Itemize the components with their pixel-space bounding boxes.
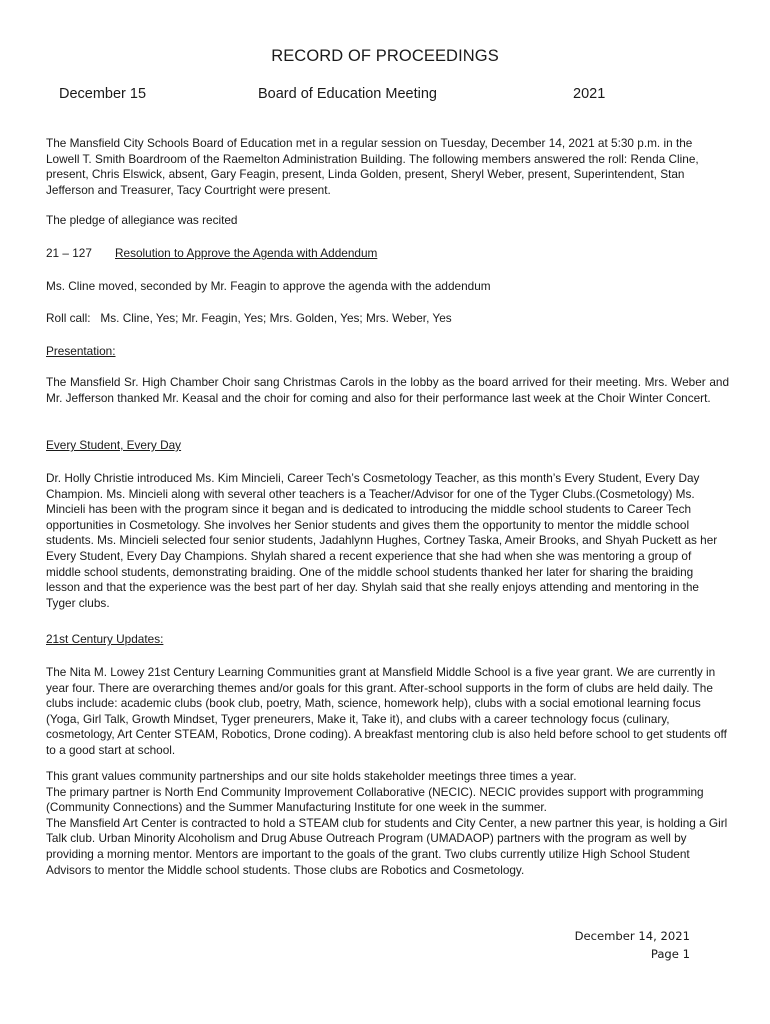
century-paragraph-2-line-3: The Mansfield Art Center is contracted to hold a STEAM club for students and City Center, a new partner this year, is holding a Girl Talk club. Urban Minority Alcoholism and Drug Abuse Outreach Program (UMADAOP) partners with the program as well by providing a morning mentor. Mentors are important to the goals of the grant. Two clubs currently utilize High School Student Advisors to mentor the Middle school students. Those clubs are Robotics and Cosmetology. [46,815,728,877]
century-paragraph-2 [46,769,729,878]
page-footer [575,927,690,963]
footer-date: December 14, 2021 [574,929,690,943]
motion-paragraph: Ms. Cline moved, seconded by Mr. Feagin to approve the agenda with the addendum [46,279,491,293]
presentation-paragraph: The Mansfield Sr. High Chamber Choir sang Christmas Carols in the lobby as the board arrived for their meeting. Mrs. Weber and Mr. Jefferson thanked Mr. Keasal and the choir for coming and also for their performance last week at the Choir Winter Concert. [46,375,729,405]
century-paragraph-2-line-1: This grant values community partnerships and our site holds stakeholder meetings three times a year. [46,769,577,783]
intro-paragraph: The Mansfield City Schools Board of Education met in a regular session on Tuesday, December 14, 2021 at 5:30 p.m. in the Lowell T. Smith Boardroom of the Raemelton Administration Building. The following members answered the roll: Renda Cline, present, Chris Elswick, absent, Gary Feagin, present, Linda Golden, present, Sheryl Weber, present, Superintendent, Stan Jefferson and Treasurer, Tacy Courtright were present. [46,136,699,197]
every-student-heading: Every Student, Every Day [46,438,182,452]
resolution-title: Resolution to Approve the Agenda with Addendum [115,246,378,260]
header-date: December 15 [59,86,147,102]
document-title: RECORD OF PROCEEDINGS [271,47,499,65]
header-year: 2021 [573,86,606,102]
meeting-header [0,86,770,106]
century-paragraph-2-line-2: The primary partner is North End Community Improvement Collaborative (NECIC). NECIC provides support with programming (Community Connections) and the Summer Manufacturing Institute for one week in the summer. [46,784,704,815]
resolution-line [46,246,729,262]
pledge-paragraph: The pledge of allegiance was recited [46,213,238,227]
century-paragraph-1: The Nita M. Lowey 21st Century Learning Communities grant at Mansfield Middle School is a five year grant. We are currently in year four. There are overarching themes and/or goals for this grant. After-school supports in the form of clubs are held daily. The clubs include: academic clubs (book club, poetry, Math, science, homework help), clubs with a social emotional learning focus (Yoga, Girl Talk, Growth Mindset, Tyger preneurers, Make it, Take it), and clubs with a career technology focus (culinary, cosmetology, Art Center STEAM, Robotics, Drone coding). A breakfast mentoring club is also held before school to get students off to a good start at school. [46,665,727,757]
roll-call-paragraph: Roll call: Ms. Cline, Yes; Mr. Feagin, Yes; Mrs. Golden, Yes; Mrs. Weber, Yes [46,311,452,325]
every-student-paragraph: Dr. Holly Christie introduced Ms. Kim Mincieli, Career Tech’s Cosmetology Teacher, as this month’s Every Student, Every Day Champion. Ms. Mincieli along with several other teachers is a Teacher/Advisor for one of the Tyger Clubs.(Cosmetology) Ms. Mincieli has been with the program since it began and is dedicated to introducing the middle school students to Career Tech opportunities in Cosmetology. She involves her Senior students and gives them the opportunity to mentor the middle school students. Ms. Mincieli selected four senior students, Jadahlynn Hughes, Cortney Taska, Ameir Brooks, and Shyah Puckett as her Every Student, Every Day Champions. Shylah shared a recent experience that she had when she was mentoring a group of middle school students, demonstrating braiding. One of the middle school students thanked her later for sharing the braiding lesson and that the experience was the best part of her day. Shylah said that she really enjoys attending and mentoring in the Tyger clubs. [46,471,718,610]
header-meeting-name: Board of Education Meeting [258,86,437,102]
presentation-heading: Presentation: [46,344,116,358]
resolution-number: 21 – 127 [46,246,92,260]
century-updates-heading: 21st Century Updates: [46,632,164,646]
footer-page-number: Page 1 [650,947,690,961]
